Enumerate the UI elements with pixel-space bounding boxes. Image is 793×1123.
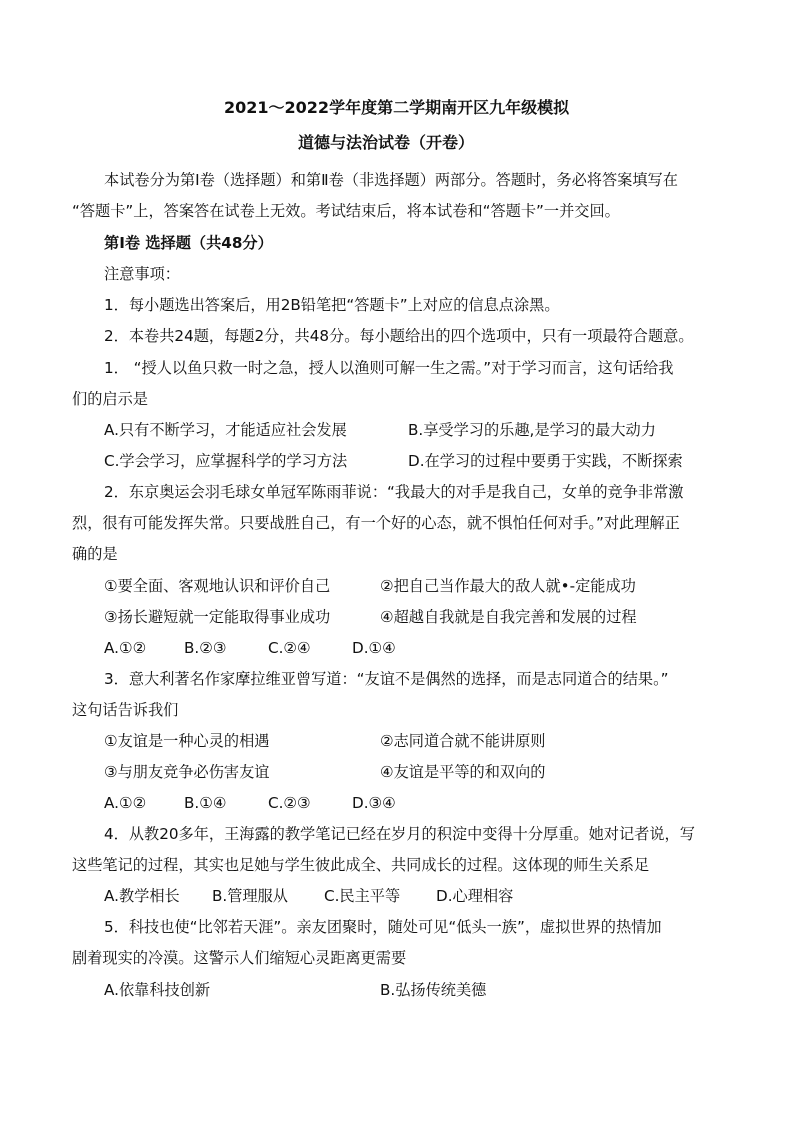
option-a: A.教学相长 [104, 887, 180, 905]
option-d: D.心理相容 [436, 887, 514, 905]
question-stem: 3．意大利著名作家摩拉维亚曾写道：“友谊不是偶然的选择，而是志同道合的结果。” [104, 670, 669, 688]
intro-line: 本试卷分为第Ⅰ卷（选择题）和第Ⅱ卷（非选择题）两部分。答题时，务必将答案填写在 [104, 171, 678, 189]
notice-item: 2．本卷共24题，每题2分，共48分。每小题给出的四个选项中，只有一项最符合题意。 [104, 327, 694, 345]
option-d: D.在学习的过程中要勇于实践，不断探索 [408, 452, 683, 470]
option-c: C.民主平等 [324, 887, 401, 905]
statement: ③与朋友竞争必伤害友谊 [104, 763, 270, 781]
statement: ③扬长避短就一定能取得事业成功 [104, 608, 331, 626]
statement: ④超越自我就是自我完善和发展的过程 [380, 608, 637, 626]
option-c: C.②④ [268, 639, 311, 657]
question-stem: 剧着现实的冷漠。这警示人们缩短心灵距离更需要 [72, 949, 407, 967]
statement: ①要全面、客观地认识和评价自己 [104, 577, 331, 595]
question-stem: 们的启示是 [72, 390, 148, 408]
statement: ②志同道合就不能讲原则 [380, 732, 546, 750]
option-a: A.依靠科技创新 [104, 981, 211, 999]
exam-subtitle: 道德与法治试卷（开卷） [298, 133, 475, 152]
question-stem: 1． “授人以鱼只救一时之急，授人以渔则可解一生之需。”对于学习而言，这句话给我 [104, 359, 674, 377]
option-d: D.①④ [352, 639, 396, 657]
option-b: B.①④ [184, 794, 227, 812]
question-stem: 烈，很有可能发挥失常。只要战胜自己，有一个好的心态，就不惧怕任何对手。”对此理解正 [72, 514, 680, 532]
question-stem: 2．东京奥运会羽毛球女单冠军陈雨菲说：“我最大的对手是我自己，女单的竞争非常激 [104, 483, 684, 501]
option-b: B.弘扬传统美德 [380, 981, 487, 999]
option-b: B.享受学习的乐趣,是学习的最大动力 [408, 421, 656, 439]
statement: ①友谊是一种心灵的相遇 [104, 732, 270, 750]
statement: ②把自己当作最大的敌人就•-定能成功 [380, 577, 636, 595]
option-b: B.②③ [184, 639, 227, 657]
option-a: A.①② [104, 639, 147, 657]
option-c: C.学会学习，应掌握科学的学习方法 [104, 452, 348, 470]
section-title: 第Ⅰ卷 选择题（共48分） [104, 234, 273, 252]
question-stem: 这些笔记的过程，其实也足她与学生彼此成全、共同成长的过程。这体现的师生关系足 [72, 856, 650, 874]
question-stem: 4．从教20多年，王海露的教学笔记已经在岁月的积淀中变得十分厚重。她对记者说，写 [104, 825, 695, 843]
option-b: B.管理服从 [212, 887, 288, 905]
option-c: C.②③ [268, 794, 311, 812]
question-stem: 确的是 [72, 545, 118, 563]
notice-item: 1．每小题选出答案后，用2B铅笔把“答题卡”上对应的信息点涂黑。 [104, 296, 560, 314]
option-a: A.①② [104, 794, 147, 812]
statement: ④友谊是平等的和双向的 [380, 763, 546, 781]
exam-title: 2021～2022学年度第二学期南开区九年级模拟 [224, 98, 570, 117]
option-d: D.③④ [352, 794, 396, 812]
intro-line: “答题卡”上，答案答在试卷上无效。考试结束后，将本试卷和“答题卡”一并交回。 [72, 202, 620, 220]
question-stem: 这句话告诉我们 [72, 701, 179, 719]
notice-heading: 注意事项： [104, 265, 180, 283]
question-stem: 5．科技也使“比邻若天涯”。亲友团聚时，随处可见“低头一族”，虚拟世界的热情加 [104, 918, 662, 936]
option-a: A.只有不断学习，才能适应社会发展 [104, 421, 347, 439]
